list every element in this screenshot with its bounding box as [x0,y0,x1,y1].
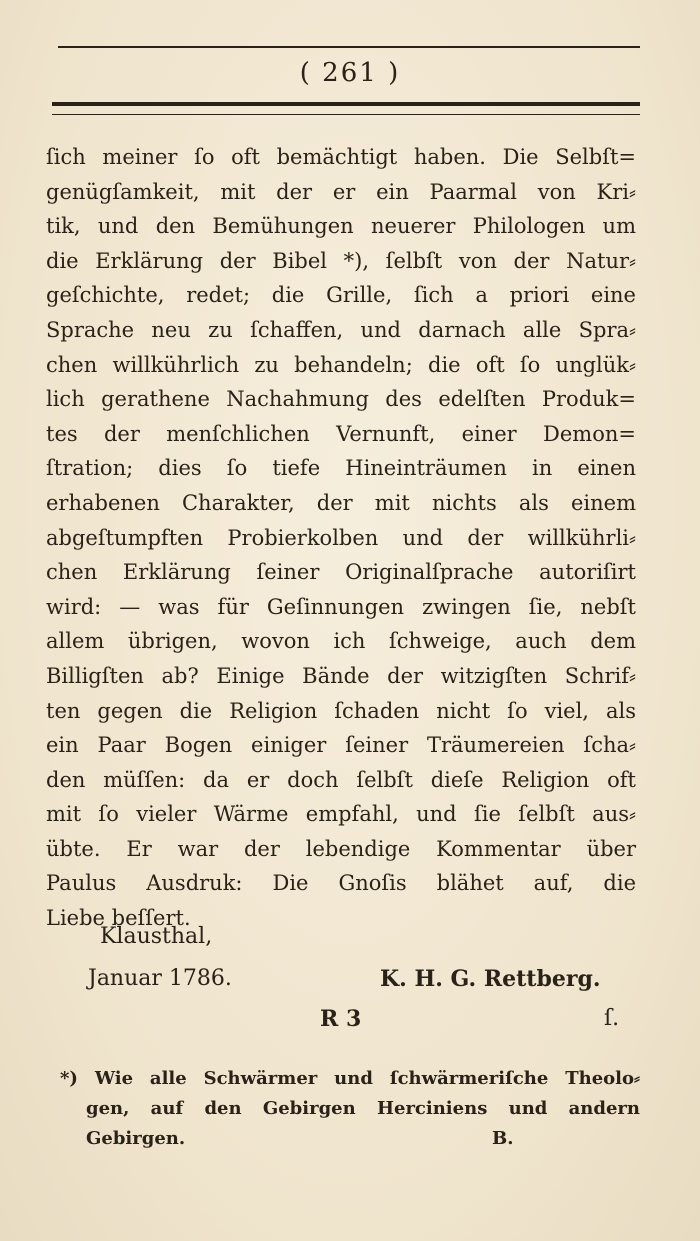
text-line: Paulus Ausdruk: Die Gnoſis blähet auf, die [46,871,636,896]
author-signature: K. H. G. Rettberg. [380,966,601,992]
body-text [46,140,636,936]
text-line: erhabenen Charakter, der mit nichts als einem [46,490,636,515]
text-line: tes der menſchlichen Vernunft, einer Demon= [46,421,636,446]
printer-signature-mark: R 3 [320,1006,362,1032]
text-line: ſtration; dies ſo tiefe Hineinträumen in einen [46,456,636,481]
closing-date: Januar 1786. [88,966,232,991]
footnote-line: *) Wie alle Schwärmer und ſchwärmeriſche Theolo⸗ [60,1068,640,1089]
footnote-sign: B. [492,1128,514,1149]
text-line: lich gerathene Nachahmung des edelſten Produk= [46,387,636,412]
text-line: wird: — was für Geſinnungen zwingen ſie, nebſt [46,594,636,619]
text-line: allem übrigen, wovon ich ſchweige, auch dem [46,629,636,654]
text-line: übte. Er war der lebendige Kommentar über [46,836,636,861]
text-line: geſchichte, redet; die Grille, ſich a priori eine [46,283,636,308]
footnote-text: Gebirgen. [86,1128,186,1149]
catchword: ſ. [604,1006,620,1031]
text-line: ein Paar Bogen einiger ſeiner Träumereien ſcha⸗ [46,733,636,758]
text-line: Liebe beſſert. [46,906,191,931]
text-line: ſich meiner ſo oft bemächtigt haben. Die Selbſt= [46,145,636,169]
page-number: ( 261 ) [299,58,401,88]
text-line: tik, und den Bemühungen neuerer Philologen um [46,214,636,239]
text-line: die Erklärung der Bibel *), ſelbſt von der Natur⸗ [46,248,636,273]
text-line: den müſſen: da er doch ſelbſt dieſe Religion oft [46,767,636,792]
text-line: Billigſten ab? Einige Bände der witzigſten Schrif⸗ [46,663,636,688]
header-rule-top [58,46,640,48]
footnote-line: gen, auf den Gebirgen Herciniens und andern [86,1098,640,1119]
text-line: genügſamkeit, mit der er ein Paarmal von Kri⸗ [46,179,636,204]
text-line: Sprache neu zu ſchaffen, und darnach alle Spra⸗ [46,317,636,342]
text-line: abgeſtumpften Probierkolben und der willkührli⸗ [46,525,636,550]
footnote-line-last [60,1124,640,1154]
text-line: mit ſo vieler Wärme empfahl, und ſie ſelbſt aus⸗ [46,802,636,827]
closing-place: Klausthal, [100,924,213,949]
header-rule-bottom [52,102,640,115]
text-line: ten gegen die Religion ſchaden nicht ſo viel, als [46,698,636,723]
text-line: chen willkührlich zu behandeln; die oft ſo unglük⸗ [46,352,636,377]
footnote [60,1064,640,1154]
text-line: chen Erklärung ſeiner Originalſprache autoriſirt [46,560,636,585]
